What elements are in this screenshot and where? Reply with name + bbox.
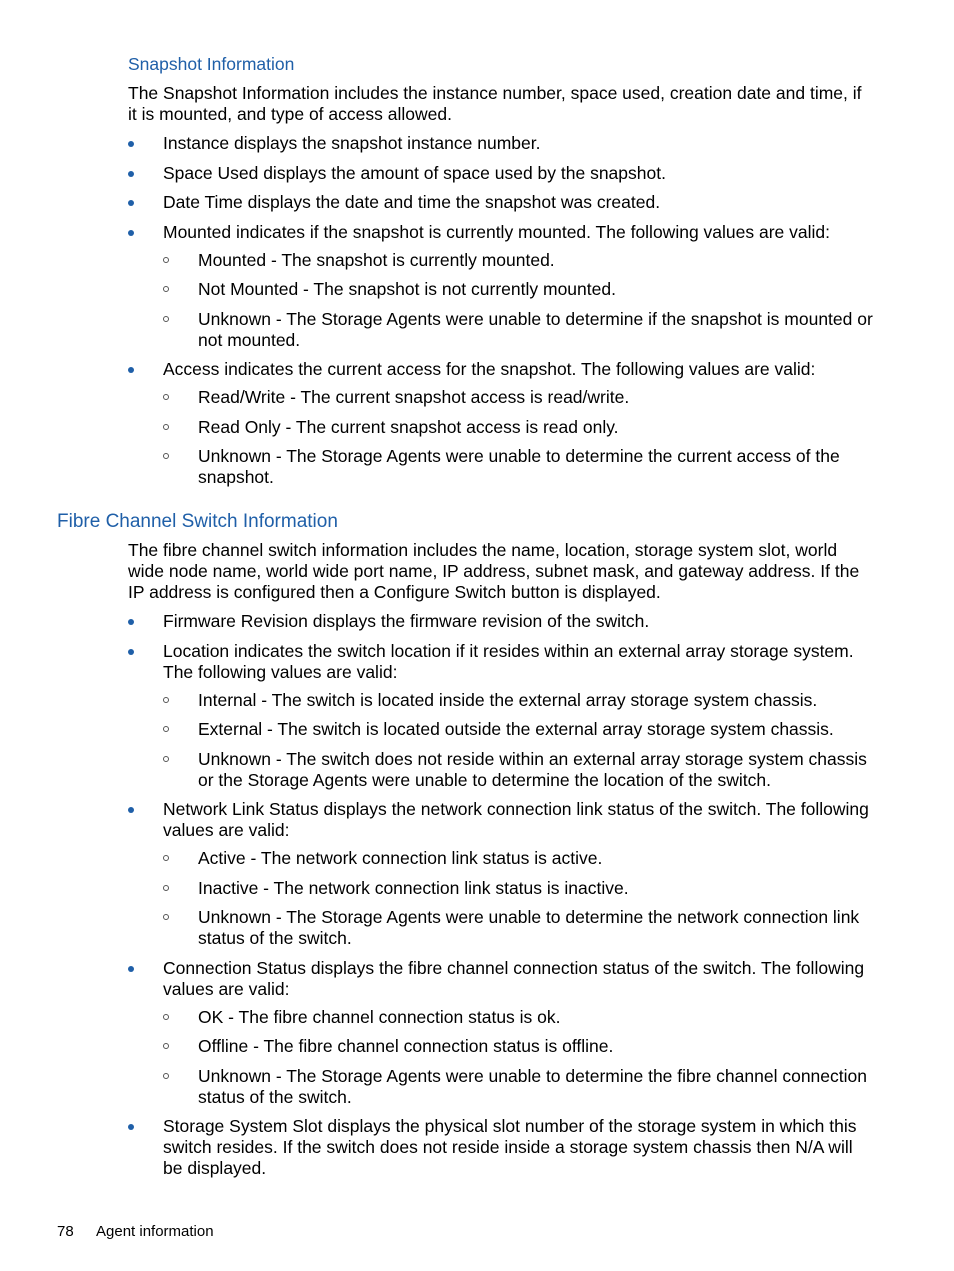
list-item-text: Storage System Slot displays the physical slot number of the storage system in which this switch resides. If the switch does not reside inside a storage system chassis then N/A will be displayed. [163,1116,857,1178]
hollow-bullet-icon [163,257,169,263]
bullet-icon [128,171,134,177]
sub-list-item-text: Unknown - The Storage Agents were unable to determine the network connection link status of the switch. [198,907,860,948]
sub-list-item-text: Read Only - The current snapshot access is read only. [198,416,619,437]
hollow-bullet-icon [163,1014,169,1020]
list-item-text: Mounted indicates if the snapshot is currently mounted. The following values are valid: [163,221,830,242]
sub-list-item [163,878,873,899]
sub-list [163,1007,873,1108]
hollow-bullet-icon [163,1043,169,1049]
sub-list [163,848,873,949]
sub-list-item [163,1007,873,1028]
sub-list [163,387,873,488]
sub-list-item-text: OK - The fibre channel connection status is ok. [198,1006,561,1027]
sub-list-item-text: Read/Write - The current snapshot access is read/write. [198,387,630,407]
snapshot-intro: The Snapshot Information includes the instance number, space used, creation date and time, if it is mounted, and type of access allowed. [128,83,862,124]
list-item-text: Instance displays the snapshot instance number. [163,133,541,153]
sub-list-item-text: Active - The network connection link status is active. [198,848,603,868]
bullet-icon [128,619,134,625]
hollow-bullet-icon [163,286,169,292]
hollow-bullet-icon [163,316,169,322]
sub-list-item [163,719,873,740]
sub-list-item-text: Not Mounted - The snapshot is not currently mounted. [198,279,616,299]
sub-list-item-text: Unknown - The Storage Agents were unable to determine if the snapshot is mounted or not mounted. [198,308,873,350]
list-item-text: Network Link Status displays the network connection link status of the switch. The following values are valid: [163,799,869,840]
list-item-text: Date Time displays the date and time the snapshot was created. [163,192,661,212]
hollow-bullet-icon [163,1073,169,1079]
sub-list-item [163,1036,873,1057]
sub-list-item-text: Mounted - The snapshot is currently mounted. [198,249,555,270]
hollow-bullet-icon [163,424,169,430]
list-item-text: Location indicates the switch location if it resides within an external array storage system. The following values are valid: [163,640,854,682]
bullet-icon [128,966,134,972]
list-item [128,222,873,351]
sub-list-item [163,1066,873,1108]
list-item [128,359,873,488]
sub-list-item-text: Inactive - The network connection link status is inactive. [198,877,629,898]
bullet-icon [128,1124,134,1130]
list-item-text: Access indicates the current access for the snapshot. The following values are valid: [163,359,816,379]
hollow-bullet-icon [163,726,169,732]
bullet-icon [128,649,134,655]
list-item [128,641,873,791]
sub-list-item [163,279,873,300]
footer-section: Agent information [96,1223,214,1240]
hollow-bullet-icon [163,855,169,861]
sub-list-item [163,907,873,949]
bullet-icon [128,367,134,373]
hollow-bullet-icon [163,697,169,703]
fibre-heading: Fibre Channel Switch Information [57,511,338,532]
bullet-icon [128,141,134,147]
fibre-intro: The fibre channel switch information includes the name, location, storage system slot, world wide node name, world wide port name, IP address, subnet mask, and gateway address. If the IP address is configured then a Configure Switch button is displayed. [128,540,860,602]
list-item-text: Space Used displays the amount of space used by the snapshot. [163,162,666,183]
page-number: 78 [57,1223,74,1240]
sub-list-item-text: External - The switch is located outside the external array storage system chassis. [198,719,834,739]
sub-list-item [163,848,873,869]
list-item [128,192,873,213]
hollow-bullet-icon [163,914,169,920]
sub-list [163,250,873,351]
snapshot-heading: Snapshot Information [128,54,295,74]
hollow-bullet-icon [163,394,169,400]
list-item [128,133,873,154]
sub-list-item-text: Unknown - The Storage Agents were unable to determine the fibre channel connection status of the switch. [198,1065,867,1107]
list-item [128,163,873,184]
bullet-icon [128,807,134,813]
sub-list [163,690,873,791]
sub-list-item-text: Unknown - The switch does not reside within an external array storage system chassis or the Storage Agents were unable to determine the location of the switch. [198,748,867,790]
sub-list-item [163,749,873,791]
hollow-bullet-icon [163,453,169,459]
list-item-text: Connection Status displays the fibre channel connection status of the switch. The following values are valid: [163,957,865,999]
sub-list-item [163,250,873,271]
fibre-list [128,611,873,1188]
page-footer [57,1222,214,1242]
list-item [128,799,873,949]
list-item-text: Firmware Revision displays the firmware revision of the switch. [163,611,650,631]
sub-list-item [163,417,873,438]
sub-list-item-text: Unknown - The Storage Agents were unable to determine the current access of the snapshot. [198,446,840,487]
sub-list-item [163,309,873,351]
sub-list-item [163,387,873,408]
list-item [128,958,873,1108]
bullet-icon [128,230,134,236]
sub-list-item-text: Internal - The switch is located inside the external array storage system chassis. [198,689,818,710]
list-item [128,611,873,632]
snapshot-list [128,133,873,497]
sub-list-item-text: Offline - The fibre channel connection status is offline. [198,1036,614,1056]
sub-list-item [163,690,873,711]
bullet-icon [128,200,134,206]
hollow-bullet-icon [163,885,169,891]
sub-list-item [163,446,873,488]
list-item [128,1116,873,1179]
hollow-bullet-icon [163,756,169,762]
